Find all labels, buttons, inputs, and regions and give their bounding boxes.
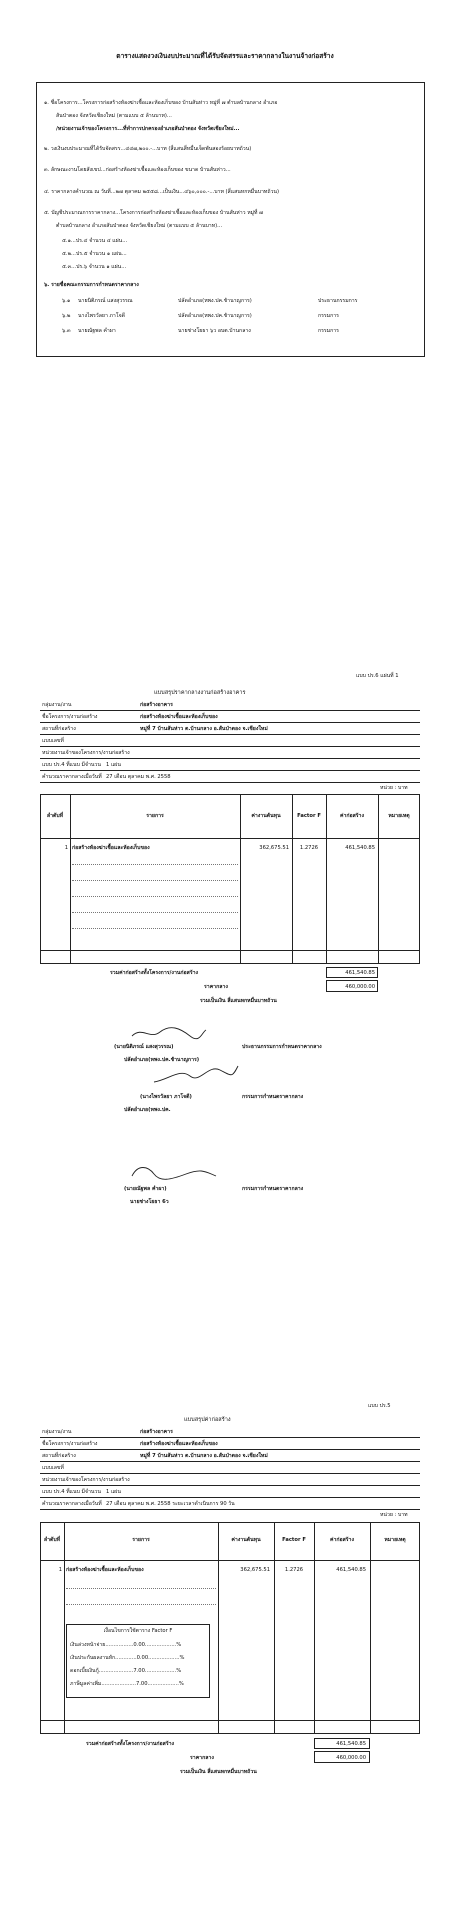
- page-2-row-total: 461,540.85: [345, 845, 375, 851]
- page-3-header-no: ลำดับที่: [43, 1537, 61, 1543]
- page-2-sum-value: 461,540.85: [345, 970, 375, 976]
- committee-3-no: ๖.๓: [62, 328, 71, 334]
- signer-3-name: (นายณัฐพล คำผา): [124, 1186, 167, 1192]
- page-3-corner-label: แบบ ปร.5: [368, 1403, 391, 1409]
- page-3-sum-label: รวมค่าก่อสร้างทั้งโครงการ/งานก่อสร้าง: [86, 1741, 175, 1747]
- page-3-unit-label: หน่วย : บาท: [380, 1512, 408, 1518]
- committee-3-role: กรรมการ: [318, 328, 339, 334]
- page-3-field-2-label: ชื่อโครงการ/งานก่อสร้าง: [42, 1441, 98, 1447]
- signer-3-role: กรรมการกำหนดราคากลาง: [242, 1186, 304, 1192]
- signer-2-position: ปลัดอำเภอ(หพง.ปค.: [124, 1107, 171, 1113]
- page-2-field-3-value: หมู่ที่ 7 บ้านสันห่าว ต.บ้านกลาง อ.สันป่าตอง จ.เชียงใหม่: [140, 726, 268, 732]
- page-2-header-factor: Factor F: [297, 813, 321, 819]
- page-3-title: แบบสรุปค่าก่อสร้าง: [184, 1417, 231, 1423]
- page-2-row-no: 1: [64, 845, 68, 851]
- page-2-field-1-value: ก่อสร้างอาคาร: [140, 702, 173, 708]
- page-3-row-item: ก่อสร้างห้องฆ่าเชื้อและห้องเก็บของ: [66, 1567, 144, 1573]
- page-2-rule-6: [40, 770, 420, 771]
- signer-1-name: (นายนิติภรณ์ แสงสุวรรณ): [114, 1044, 174, 1050]
- page-2-field-4-label: แบบเลขที่: [42, 738, 64, 744]
- page-2-row-cost: 362,675.51: [259, 845, 289, 851]
- page-1-item-2: ๒. วงเงินงบประมาณที่ได้รับจัดสรร...๔๔๗,๒๐๐.-...บาท (สี่แสนสี่หมื่นเจ็ดพันสองร้อยบาทถ้วน): [44, 146, 252, 152]
- committee-1-no: ๖.๑: [62, 298, 71, 304]
- page-2-corner-label: แบบ ปร.6 แผ่นที่ 1: [356, 673, 399, 679]
- committee-2-name: นางไพรวัลยา ภาโจดี: [78, 313, 126, 319]
- page-3-header-cost: ค่างานต้นทุน: [231, 1537, 261, 1543]
- committee-2-no: ๖.๒: [62, 313, 71, 319]
- page-2-price-value: 460,000.00: [345, 984, 375, 990]
- page-3-header-total: ค่าก่อสร้าง: [329, 1537, 355, 1543]
- page-2-price-text: รวมเป็นเงิน สี่แสนหกหมื่นบาทถ้วน: [200, 998, 277, 1004]
- page-2-cost-table: [40, 794, 420, 964]
- page-2-sum-label: รวมค่าก่อสร้างทั้งโครงการ/งานก่อสร้าง: [110, 970, 199, 976]
- page-1-item-owner: /หน่วยงานเจ้าของโครงการ...ที่ทำการปกครองอำเภอสันป่าตอง จังหวัดเชียงใหม่...: [56, 126, 240, 132]
- page-2-title: แบบสรุปราคากลางงานก่อสร้างอาคาร: [154, 690, 246, 696]
- page-2-header-cost: ค่างานต้นทุน: [251, 813, 281, 819]
- signer-1-role: ประธานกรรมการกำหนดราคากลาง: [242, 1044, 322, 1050]
- page-2-field-3-label: สถานที่ก่อสร้าง: [42, 726, 76, 732]
- committee-2-role: กรรมการ: [318, 313, 339, 319]
- page-3-row-cost: 362,675.51: [240, 1567, 270, 1573]
- page-2-field-6-label: แบบ ปร.4 ที่แนบ มีจำนวน: [42, 762, 101, 768]
- page-2-rule-2: [40, 722, 420, 723]
- page-2-row-item: ก่อสร้างห้องฆ่าเชื้อและห้องเก็บของ: [72, 845, 150, 851]
- page-2-field-7-label: คำนวณราคากลางเมื่อวันที่: [42, 774, 102, 780]
- page-1-item-1b: สันป่าตอง จังหวัดเชียงใหม่ (ตามแบบ ๕ ล้านบาท)...: [56, 113, 172, 119]
- signer-2-name: (นางไพรวัลยา ภาโจดี): [140, 1094, 192, 1100]
- page-2-rule-5: [40, 758, 420, 759]
- page-2-header-item: รายการ: [146, 813, 164, 819]
- signer-1-position: ปลัดอำเภอ(หพง.ปค.ช้านาญการ): [124, 1057, 200, 1063]
- page-2-unit-label: หน่วย : บาท: [380, 785, 408, 791]
- page-2-field-7-value: 27 เดือน ตุลาคม พ.ศ. 2558: [106, 774, 171, 780]
- page-1-item-5-3: ๕.๓...ปร.๖ จำนวน ๑ แผ่น...: [62, 264, 127, 270]
- page-3-price-text: รวมเป็นเงิน สี่แสนหกหมื่นบาทถ้วน: [180, 1769, 257, 1775]
- committee-3-position: นายช่างโยธา ๖ว อบต.บ้านกลาง: [178, 328, 251, 334]
- page-3-field-1-label: กลุ่มงาน/งาน: [42, 1429, 72, 1435]
- page-2-field-2-label: ชื่อโครงการ/งานก่อสร้าง: [42, 714, 98, 720]
- factor-condition-interest: ดอกเบี้ยเงินกู้.....................7.00...................%: [70, 1668, 182, 1674]
- page-3-row-total: 461,540.85: [336, 1567, 366, 1573]
- page-3-price-value: 460,000.00: [336, 1755, 366, 1761]
- page-1-item-5-1: ๕.๑...ปร.๔ จำนวน ๔ แผ่น...: [62, 238, 128, 244]
- page-2-rule-7: [40, 782, 420, 783]
- page-1-item-5-2: ๕.๒...ปร.๕ จำนวน ๑ แผ่น...: [62, 251, 127, 257]
- page-3-header-remark: หมายเหตุ: [384, 1537, 406, 1543]
- factor-conditions-title: เงื่อนไขการใช้ตาราง Factor F: [103, 1628, 173, 1634]
- page-3-sum-value: 461,540.85: [336, 1741, 366, 1747]
- page-2-field-2-value: ก่อสร้างห้องฆ่าเชื้อและห้องเก็บของ: [140, 714, 218, 720]
- page-3-field-3-label: สถานที่ก่อสร้าง: [42, 1453, 76, 1459]
- committee-1-position: ปลัดอำเภอ(หพง.ปค.ช้านาญการ): [178, 298, 252, 304]
- signer-3-position: นายช่างโยธา 6ว: [130, 1199, 169, 1205]
- signer-2-role: กรรมการกำหนดราคากลาง: [242, 1094, 304, 1100]
- page-3-field-7-value: 27 เดือน ตุลาคม พ.ศ. 2558 ระยะเวลาดำเนินการ 90 วัน: [106, 1501, 235, 1507]
- factor-condition-retention: เงินประกันผลงานหัก.............0.00...................%: [70, 1655, 185, 1661]
- page-3-field-6-label: แบบ ปร.4 ที่แนบ มีจำนวน: [42, 1489, 101, 1495]
- page-1-item-5b: ตำบลบ้านกลาง อำเภอสันป่าตอง จังหวัดเชียงใหม่ (ตามแบบ ๕ ล้านบาท)...: [56, 223, 223, 229]
- page-1-item-6: ๖. รายชื่อคณะกรรมการกำหนดราคากลาง: [44, 282, 139, 288]
- page-3-header-item: รายการ: [132, 1537, 150, 1543]
- page-3-field-2-value: ก่อสร้างห้องฆ่าเชื้อและห้องเก็บของ: [140, 1441, 218, 1447]
- committee-1-name: นายนิติภรณ์ แสงสุวรรณ: [78, 298, 133, 304]
- page-2-field-1-label: กลุ่มงาน/งาน: [42, 702, 72, 708]
- page-2-field-5-label: หน่วยงานเจ้าของโครงการ/งานก่อสร้าง: [42, 750, 130, 756]
- page-2-rule-1: [40, 710, 420, 711]
- committee-1-role: ประธานกรรมการ: [318, 298, 358, 304]
- page-2-row-factor: 1.2726: [299, 845, 319, 851]
- page-1-item-4: ๔. ราคากลางคำนวณ ณ วันที่...๒๗ ตุลาคม ๒๕๕๘...เป็นเงิน...๔๖๐,๐๐๐.-...บาท (สี่แสนหกหมื่นบาทถ้วน): [44, 189, 279, 195]
- page-1-title: ตารางแสดงวงเงินงบประมาณที่ได้รับจัดสรรและราคากลางในงานจ้างก่อสร้าง: [116, 52, 334, 60]
- page-2-rule-3: [40, 734, 420, 735]
- page-1-item-3: ๓. ลักษณะงานโดยสังเขป...ก่อสร้างห้องฆ่าเชื้อและห้องเก็บของ ขนาด บ้านสันห่าว...: [44, 167, 231, 173]
- page-1-item-5: ๕. บัญชีประมาณการราคากลาง...โครงการก่อสร้างห้องฆ่าเชื้อและห้องเก็บของ บ้านสันห่าว หมู่ที่ ๗: [44, 210, 264, 216]
- page-2-header-no: ลำดับที่: [46, 813, 64, 819]
- page-2-price-label: ราคากลาง: [204, 984, 228, 990]
- page-3-row-factor: 1.2726: [284, 1567, 304, 1573]
- signature-3: [128, 1160, 218, 1184]
- factor-condition-advance: เงินล่วงหน้าจ่าย.................0.00...................%: [70, 1642, 182, 1648]
- page-2-rule-4: [40, 746, 420, 747]
- committee-3-name: นายณัฐพล คำผา: [78, 328, 116, 334]
- page-3-field-5-label: หน่วยงานเจ้าของโครงการ/งานก่อสร้าง: [42, 1477, 130, 1483]
- factor-condition-vat: ภาษีมูลค่าเพิ่ม.....................7.00...................%: [70, 1681, 184, 1687]
- page-2-header-remark: หมายเหตุ: [388, 813, 410, 819]
- signature-2: [150, 1060, 240, 1088]
- page-3-field-4-label: แบบเลขที่: [42, 1465, 64, 1471]
- page-3-header-factor: Factor F: [282, 1537, 306, 1543]
- page-3-row-no: 1: [58, 1567, 62, 1573]
- page-1-item-1: ๑. ชื่อโครงการ...โครงการก่อสร้างห้องฆ่าเชื้อและห้องเก็บของ บ้านสันห่าว หมู่ที่ ๗ ตำบลบ้านกลาง อำเภอ: [44, 100, 278, 106]
- signature-1: [128, 1022, 208, 1044]
- committee-2-position: ปลัดอำเภอ(หพง.ปค.ช้านาญการ): [178, 313, 252, 319]
- page-3-field-1-value: ก่อสร้างอาคาร: [140, 1429, 173, 1435]
- page-3-price-label: ราคากลาง: [190, 1755, 214, 1761]
- page-3-field-7-label: คำนวณราคากลางเมื่อวันที่: [42, 1501, 102, 1507]
- page-2-field-6-value: 1 แผ่น: [106, 762, 121, 768]
- page-2-header-total: ค่าก่อสร้าง: [339, 813, 365, 819]
- page-3-field-6-value: 1 แผ่น: [106, 1489, 121, 1495]
- page-3-field-3-value: หมู่ที่ 7 บ้านสันห่าว ต.บ้านกลาง อ.สันป่าตอง จ.เชียงใหม่: [140, 1453, 268, 1459]
